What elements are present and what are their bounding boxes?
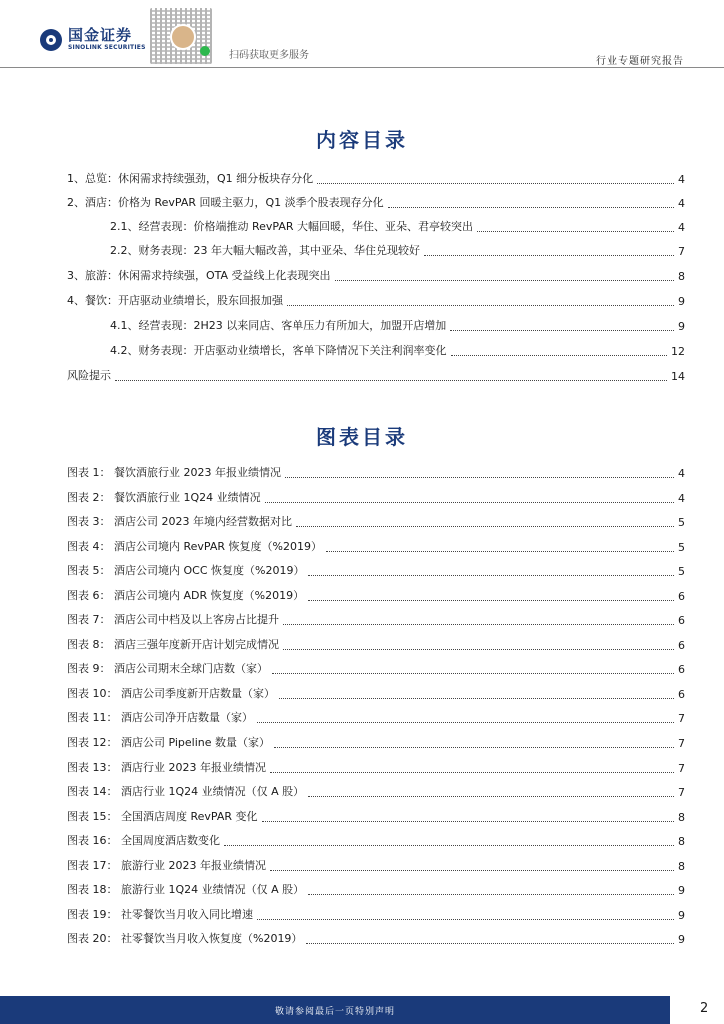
toc-entry[interactable] [110,319,685,333]
figure-entry[interactable] [67,785,685,799]
toc-entry-label: 1、总览：休闲需求持续强劲，Q1 细分板块存分化 [67,172,314,185]
figure-entry[interactable] [67,589,685,603]
toc-leader [424,255,674,256]
qr-avatar-icon [170,24,196,50]
figure-entry-page: 5 [678,516,685,529]
figure-entry-page: 6 [678,614,685,627]
toc-leader [308,894,674,895]
figure-entry-page: 6 [678,590,685,603]
toc-entry-label: 2.2、财务表现：23 年大幅大幅改善，其中亚朵、华住兑现较好 [110,244,420,257]
figure-entry-page: 8 [678,860,685,873]
figure-entry-label: 图表 17： 旅游行业 2023 年报业绩情况 [67,859,266,872]
wechat-badge-icon [200,46,210,56]
page-number: 2 [700,1001,709,1016]
figure-entry[interactable] [67,711,685,725]
toc-entry-page: 14 [671,370,685,383]
figure-entry[interactable] [67,859,685,873]
figure-entry[interactable] [67,810,685,824]
figure-entry[interactable] [67,932,685,946]
toc-entry[interactable] [110,244,685,258]
figure-entry-page: 7 [678,712,685,725]
figure-entry[interactable] [67,491,685,505]
document-type: 行业专题研究报告 [596,56,684,67]
figure-entry-page: 6 [678,639,685,652]
toc-leader [308,796,674,797]
figure-entry-label: 图表 14： 酒店行业 1Q24 业绩情况（仅 A 股） [67,785,305,798]
figure-entry[interactable] [67,515,685,529]
toc-leader [388,207,674,208]
toc-entry-label: 风险提示 [67,369,111,382]
toc-entry-page: 4 [678,197,685,210]
figure-entry-page: 7 [678,786,685,799]
toc-entry-page: 7 [678,245,685,258]
toc-leader [270,870,674,871]
figure-entry-page: 7 [678,762,685,775]
logo-name-en: SINOLINK SECURITIES [68,44,146,51]
figure-entry-label: 图表 16： 全国周度酒店数变化 [67,834,220,847]
figure-entry-page: 9 [678,884,685,897]
footer-disclaimer: 敬请参阅最后一页特别声明 [274,1007,395,1017]
figure-entry-page: 6 [678,663,685,676]
toc-title: 内容目录 [316,128,408,152]
page-header [0,0,724,72]
toc-entry-label: 4.1、经营表现：2H23 以来同店、客单压力有所加大，加盟开店增加 [110,319,447,332]
toc-entry[interactable] [67,269,685,283]
figure-entry-label: 图表 18： 旅游行业 1Q24 业绩情况（仅 A 股） [67,883,305,896]
figure-entry[interactable] [67,662,685,676]
toc-leader [317,183,674,184]
toc-entry[interactable] [67,172,685,186]
toc-entry[interactable] [67,294,685,308]
toc-entry-page: 12 [671,345,685,358]
logo-name-cn: 国金证券 [68,26,133,44]
figure-entry-label: 图表 13： 酒店行业 2023 年报业绩情况 [67,761,266,774]
figure-entry-label: 图表 1： 餐饮酒旅行业 2023 年报业绩情况 [67,466,281,479]
toc-entry[interactable] [67,369,685,383]
toc-leader [285,477,674,478]
toc-entry-page: 8 [678,270,685,283]
toc-leader [279,698,674,699]
scan-prompt: 扫码获取更多服务 [229,50,309,61]
figure-entry-label: 图表 12： 酒店公司 Pipeline 数量（家） [67,736,271,749]
figure-entry-page: 7 [678,737,685,750]
figure-entry[interactable] [67,613,685,627]
figure-entry-page: 4 [678,492,685,505]
toc-leader [257,919,674,920]
toc-leader [306,943,674,944]
toc-entry-page: 4 [678,221,685,234]
figure-entry-label: 图表 7： 酒店公司中档及以上客房占比提升 [67,613,279,626]
logo-mark-icon [40,29,62,51]
figure-entry-label: 图表 10： 酒店公司季度新开店数量（家） [67,687,275,700]
toc-leader [308,600,674,601]
toc-leader [287,305,674,306]
toc-leader [115,380,667,381]
figure-entry-label: 图表 8： 酒店三强年度新开店计划完成情况 [67,638,279,651]
header-divider [0,67,724,68]
figure-entry-page: 4 [678,467,685,480]
toc-leader [262,821,674,822]
figure-entry[interactable] [67,883,685,897]
toc-entry-label: 2.1、经营表现：价格端推动 RevPAR 大幅回暖，华住、亚朵、君亭较突出 [110,220,474,233]
figure-entry-page: 5 [678,541,685,554]
toc-leader [335,280,674,281]
figure-entry-label: 图表 20： 社零餐饮当月收入恢复度（%2019） [67,932,303,945]
toc-entry[interactable] [67,196,685,210]
figure-entry-page: 9 [678,933,685,946]
company-logo [40,28,146,51]
figure-entry[interactable] [67,834,685,848]
toc-leader [224,845,674,846]
figure-entry-label: 图表 3： 酒店公司 2023 年境内经营数据对比 [67,515,292,528]
toc-leader [326,551,674,552]
toc-leader [451,355,668,356]
figure-entry-label: 图表 2： 餐饮酒旅行业 1Q24 业绩情况 [67,491,261,504]
toc-entry-label: 2、酒店：价格为 RevPAR 回暖主驱力，Q1 淡季个股表现存分化 [67,196,384,209]
toc-entry[interactable] [110,220,685,234]
figure-entry[interactable] [67,540,685,554]
toc-entry-page: 9 [678,320,685,333]
toc-leader [265,502,674,503]
figure-entry-label: 图表 6： 酒店公司境内 ADR 恢复度（%2019） [67,589,305,602]
figure-entry-label: 图表 4： 酒店公司境内 RevPAR 恢复度（%2019） [67,540,322,553]
figure-entry-label: 图表 9： 酒店公司期末全球门店数（家） [67,662,268,675]
toc-leader [283,624,674,625]
figure-entry[interactable] [67,736,685,750]
figure-entry-label: 图表 11： 酒店公司净开店数量（家） [67,711,253,724]
toc-leader [274,747,674,748]
toc-entry-label: 4.2、财务表现：开店驱动业绩增长，客单下降情况下关注利润率变化 [110,344,447,357]
toc-leader [283,649,674,650]
toc-leader [450,330,674,331]
figure-entry-page: 8 [678,811,685,824]
figure-entry[interactable] [67,564,685,578]
toc-leader [477,231,674,232]
toc-entry-label: 3、旅游：休闲需求持续强，OTA 受益线上化表现突出 [67,269,331,282]
figure-entry[interactable] [67,761,685,775]
toc-leader [257,722,674,723]
toc-leader [272,673,674,674]
figure-entry[interactable] [67,687,685,701]
figure-entry-page: 8 [678,835,685,848]
figure-entry-label: 图表 19： 社零餐饮当月收入同比增速 [67,908,253,921]
figure-entry[interactable] [67,466,685,480]
toc-leader [296,526,674,527]
figure-entry[interactable] [67,638,685,652]
figure-entry-page: 6 [678,688,685,701]
toc-entry-label: 4、餐饮：开店驱动业绩增长，股东回报加强 [67,294,283,307]
figure-entry[interactable] [67,908,685,922]
toc-leader [270,772,674,773]
figure-entry-page: 5 [678,565,685,578]
figures-title: 图表目录 [316,425,408,449]
toc-entry-page: 4 [678,173,685,186]
toc-entry[interactable] [110,344,685,358]
figure-entry-label: 图表 15： 全国酒店周度 RevPAR 变化 [67,810,258,823]
toc-leader [308,575,674,576]
figure-entry-label: 图表 5： 酒店公司境内 OCC 恢复度（%2019） [67,564,305,577]
figure-entry-page: 9 [678,909,685,922]
toc-entry-page: 9 [678,295,685,308]
